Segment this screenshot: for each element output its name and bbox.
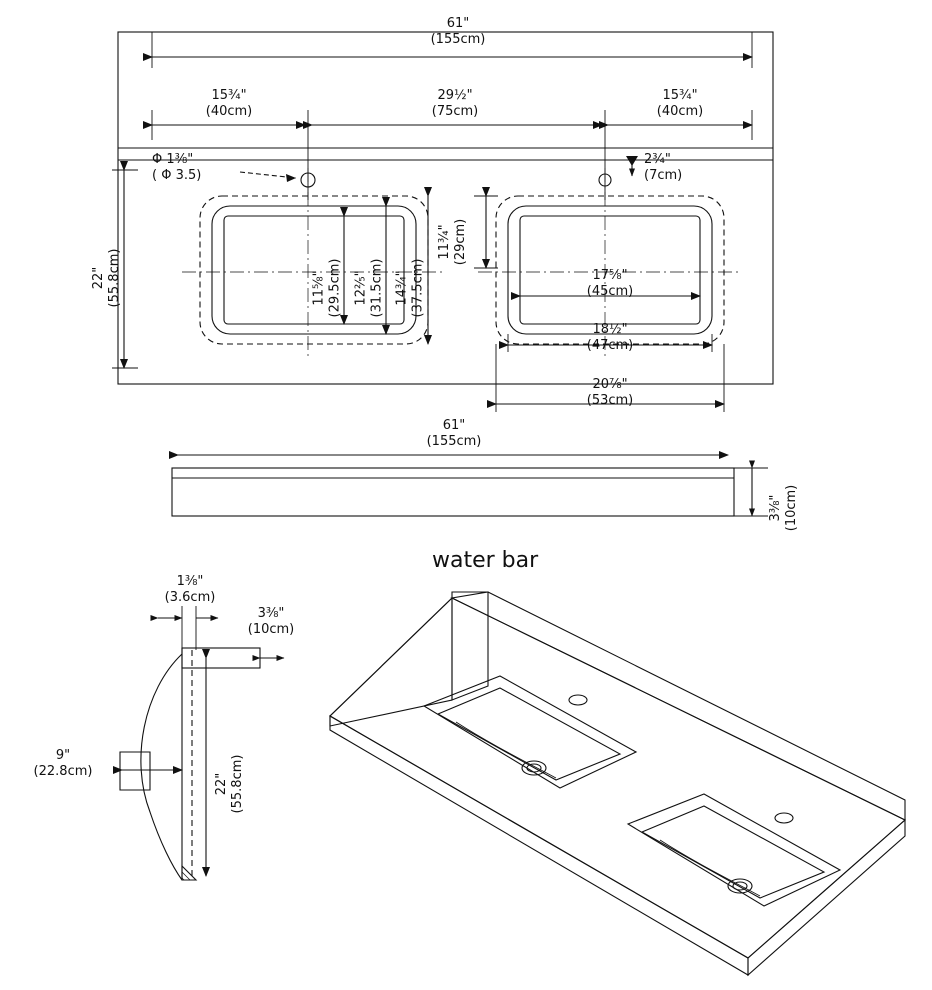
dim-lip-thickness-imperial: 1⅜" [176,574,204,589]
dim-bowl-depth-a-metric: (29cm) [453,218,468,266]
dim-front-length [414,418,494,450]
dim-overall-width-imperial: 61" [446,16,470,31]
dim-bowl-outer [395,236,427,341]
dim-right-bowl-mid [570,322,650,354]
dim-right-bowl-outer-metric: (53cm) [586,393,634,408]
dim-right-segment [640,88,720,120]
dim-right-segment-metric: (40cm) [656,104,704,119]
dim-center-segment-metric: (75cm) [431,104,479,119]
dim-right-bowl-mid-metric: (47cm) [586,338,634,353]
dim-left-segment-metric: (40cm) [205,104,253,119]
dim-front-length-imperial: 61" [442,418,466,433]
dim-side-total-depth-metric: (55.8cm) [230,754,245,814]
dim-right-bowl-inner [570,268,650,300]
drawing-title: water bar [432,548,539,573]
dim-back-offset-metric: (7cm) [644,168,683,183]
dim-lip-thickness [150,574,230,606]
dim-counter-depth [91,218,123,338]
dim-right-bowl-inner-imperial: 17⅝" [592,268,628,283]
dim-left-segment-imperial: 15¾" [211,88,247,103]
dim-bowl-depth-a [437,197,469,287]
dim-right-bowl-inner-metric: (45cm) [586,284,634,299]
dim-front-thickness-metric: (10cm) [784,484,799,532]
dim-right-bowl-outer [570,377,650,409]
dim-front-thickness-imperial: 3⅜" [768,494,783,522]
dim-back-offset-imperial: 2¾" [644,152,671,167]
dim-center-segment [415,88,495,120]
dim-bowl-depth-a-imperial: 11¾" [437,224,452,260]
dim-bowl-depth-imperial: 9" [55,748,71,763]
dim-bowl-outer-imperial: 14¾" [394,270,410,306]
dim-front-thickness [768,463,800,553]
dim-overall-width-metric: (155cm) [430,32,486,47]
dim-bowl-inner [312,236,344,341]
dim-right-bowl-mid-imperial: 18½" [592,322,628,337]
dim-right-bowl-outer-imperial: 20⅞" [592,377,628,392]
dim-left-segment [189,88,269,120]
dim-right-segment-imperial: 15¾" [662,88,698,103]
dim-lip-thickness-metric: (3.6cm) [164,590,216,605]
dim-bowl-mid-imperial: 12⅖" [353,270,369,306]
dim-bowl-outer-metric: (37.5cm) [410,258,426,318]
dim-top-thickness-imperial: 3⅜" [257,606,285,621]
dim-center-segment-imperial: 29½" [437,88,473,103]
dim-back-offset [644,152,714,184]
dim-overall-width [418,16,498,48]
dim-bowl-mid [354,236,386,341]
dim-counter-depth-metric: (55.8cm) [107,248,122,308]
dim-faucet-hole [152,152,242,184]
dim-bowl-inner-imperial: 11⅝" [311,270,327,306]
dim-faucet-hole-metric: ( Φ 3.5) [152,168,202,183]
dim-top-thickness [226,606,316,638]
dim-counter-depth-imperial: 22" [91,266,106,290]
dim-bowl-depth-metric: (22.8cm) [33,764,93,779]
dim-side-total-depth-imperial: 22" [214,772,229,796]
dim-bowl-depth [8,748,118,780]
dim-front-length-metric: (155cm) [426,434,482,449]
dim-top-thickness-metric: (10cm) [247,622,295,637]
dim-bowl-inner-metric: (29.5cm) [327,258,343,318]
dim-side-total-depth [214,724,246,844]
dim-faucet-hole-imperial: Φ 1⅜" [152,152,194,167]
dim-bowl-mid-metric: (31.5cm) [369,258,385,318]
